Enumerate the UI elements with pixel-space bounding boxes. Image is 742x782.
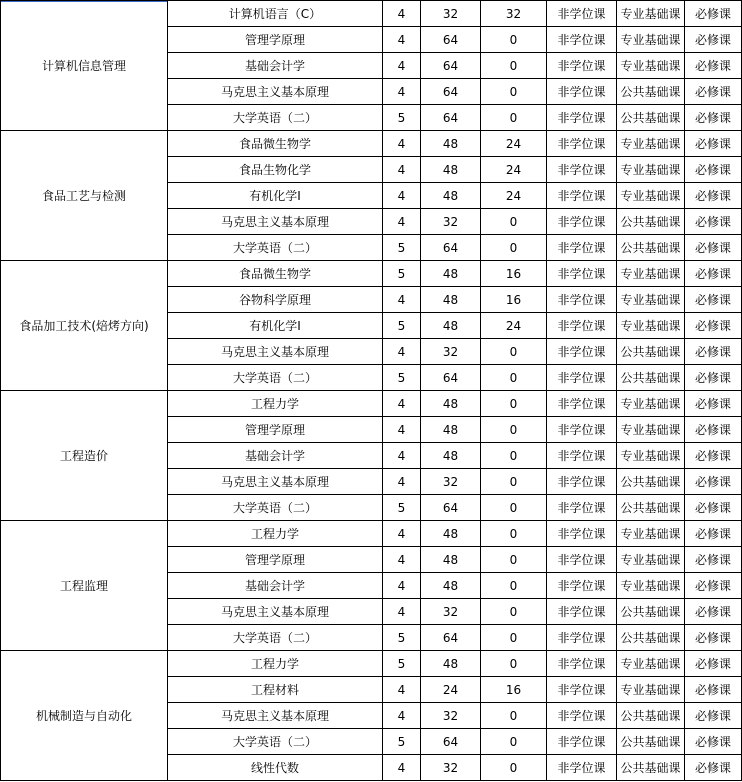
- hours-cell: 48: [421, 391, 481, 417]
- course-name-cell: 线性代数: [168, 755, 383, 781]
- hours-cell: 32: [421, 755, 481, 781]
- credit-cell: 5: [383, 651, 421, 677]
- degree-type-cell: 非学位课: [547, 391, 617, 417]
- lab-hours-cell: 16: [481, 261, 547, 287]
- lab-hours-cell: 0: [481, 625, 547, 651]
- credit-cell: 5: [383, 625, 421, 651]
- lab-hours-cell: 0: [481, 391, 547, 417]
- course-name-cell: 食品生物化学: [168, 157, 383, 183]
- requirement-cell: 必修课: [685, 417, 742, 443]
- requirement-cell: 必修课: [685, 677, 742, 703]
- lab-hours-cell: 0: [481, 27, 547, 53]
- requirement-cell: 必修课: [685, 599, 742, 625]
- table-body: [1, 1, 742, 781]
- lab-hours-cell: 0: [481, 235, 547, 261]
- course-name-cell: 大学英语（二）: [168, 625, 383, 651]
- hours-cell: 32: [421, 469, 481, 495]
- hours-cell: 48: [421, 521, 481, 547]
- credit-cell: 4: [383, 53, 421, 79]
- degree-type-cell: 非学位课: [547, 599, 617, 625]
- hours-cell: 64: [421, 27, 481, 53]
- lab-hours-cell: 0: [481, 365, 547, 391]
- lab-hours-cell: 0: [481, 105, 547, 131]
- course-category-cell: 专业基础课: [617, 1, 685, 27]
- requirement-cell: 必修课: [685, 209, 742, 235]
- credit-cell: 4: [383, 677, 421, 703]
- course-name-cell: 大学英语（二）: [168, 235, 383, 261]
- course-category-cell: 专业基础课: [617, 157, 685, 183]
- course-category-cell: 专业基础课: [617, 183, 685, 209]
- hours-cell: 64: [421, 235, 481, 261]
- course-category-cell: 专业基础课: [617, 651, 685, 677]
- lab-hours-cell: 0: [481, 599, 547, 625]
- degree-type-cell: 非学位课: [547, 651, 617, 677]
- credit-cell: 5: [383, 495, 421, 521]
- degree-type-cell: 非学位课: [547, 53, 617, 79]
- degree-type-cell: 非学位课: [547, 27, 617, 53]
- course-category-cell: 公共基础课: [617, 625, 685, 651]
- hours-cell: 48: [421, 443, 481, 469]
- major-name-cell: 食品加工技术(焙烤方向): [1, 261, 168, 391]
- credit-cell: 4: [383, 417, 421, 443]
- credit-cell: 4: [383, 443, 421, 469]
- major-name-cell: 工程监理: [1, 521, 168, 651]
- hours-cell: 48: [421, 261, 481, 287]
- course-category-cell: 专业基础课: [617, 417, 685, 443]
- course-category-cell: 公共基础课: [617, 755, 685, 781]
- major-name-cell: 机械制造与自动化: [1, 651, 168, 781]
- requirement-cell: 必修课: [685, 729, 742, 755]
- course-name-cell: 基础会计学: [168, 443, 383, 469]
- course-name-cell: 大学英语（二）: [168, 365, 383, 391]
- lab-hours-cell: 0: [481, 521, 547, 547]
- course-category-cell: 公共基础课: [617, 495, 685, 521]
- course-category-cell: 专业基础课: [617, 443, 685, 469]
- course-name-cell: 有机化学I: [168, 313, 383, 339]
- hours-cell: 24: [421, 677, 481, 703]
- requirement-cell: 必修课: [685, 547, 742, 573]
- credit-cell: 4: [383, 27, 421, 53]
- requirement-cell: 必修课: [685, 755, 742, 781]
- degree-type-cell: 非学位课: [547, 235, 617, 261]
- degree-type-cell: 非学位课: [547, 729, 617, 755]
- lab-hours-cell: 0: [481, 651, 547, 677]
- requirement-cell: 必修课: [685, 1, 742, 27]
- credit-cell: 4: [383, 391, 421, 417]
- credit-cell: 4: [383, 157, 421, 183]
- requirement-cell: 必修课: [685, 183, 742, 209]
- lab-hours-cell: 0: [481, 209, 547, 235]
- lab-hours-cell: 0: [481, 573, 547, 599]
- degree-type-cell: 非学位课: [547, 157, 617, 183]
- course-category-cell: 专业基础课: [617, 53, 685, 79]
- lab-hours-cell: 0: [481, 417, 547, 443]
- credit-cell: 4: [383, 599, 421, 625]
- course-name-cell: 食品微生物学: [168, 131, 383, 157]
- major-name-cell: 工程造价: [1, 391, 168, 521]
- course-name-cell: 基础会计学: [168, 573, 383, 599]
- credit-cell: 5: [383, 261, 421, 287]
- degree-type-cell: 非学位课: [547, 703, 617, 729]
- hours-cell: 64: [421, 625, 481, 651]
- table-row: [1, 391, 742, 417]
- hours-cell: 64: [421, 729, 481, 755]
- degree-type-cell: 非学位课: [547, 755, 617, 781]
- course-name-cell: 有机化学I: [168, 183, 383, 209]
- course-category-cell: 专业基础课: [617, 261, 685, 287]
- requirement-cell: 必修课: [685, 495, 742, 521]
- degree-type-cell: 非学位课: [547, 625, 617, 651]
- lab-hours-cell: 0: [481, 469, 547, 495]
- credit-cell: 4: [383, 547, 421, 573]
- table-row: [1, 131, 742, 157]
- course-name-cell: 大学英语（二）: [168, 495, 383, 521]
- course-category-cell: 专业基础课: [617, 27, 685, 53]
- hours-cell: 48: [421, 313, 481, 339]
- course-name-cell: 谷物科学原理: [168, 287, 383, 313]
- hours-cell: 64: [421, 365, 481, 391]
- requirement-cell: 必修课: [685, 703, 742, 729]
- course-category-cell: 公共基础课: [617, 729, 685, 755]
- lab-hours-cell: 0: [481, 547, 547, 573]
- course-category-cell: 专业基础课: [617, 131, 685, 157]
- degree-type-cell: 非学位课: [547, 287, 617, 313]
- lab-hours-cell: 16: [481, 287, 547, 313]
- credit-cell: 5: [383, 235, 421, 261]
- course-name-cell: 管理学原理: [168, 417, 383, 443]
- course-category-cell: 专业基础课: [617, 287, 685, 313]
- hours-cell: 32: [421, 339, 481, 365]
- course-category-cell: 公共基础课: [617, 703, 685, 729]
- degree-type-cell: 非学位课: [547, 521, 617, 547]
- lab-hours-cell: 24: [481, 131, 547, 157]
- degree-type-cell: 非学位课: [547, 183, 617, 209]
- lab-hours-cell: 0: [481, 339, 547, 365]
- hours-cell: 48: [421, 573, 481, 599]
- lab-hours-cell: 0: [481, 703, 547, 729]
- course-category-cell: 公共基础课: [617, 209, 685, 235]
- credit-cell: 4: [383, 339, 421, 365]
- credit-cell: 4: [383, 1, 421, 27]
- credit-cell: 5: [383, 313, 421, 339]
- course-name-cell: 大学英语（二）: [168, 729, 383, 755]
- degree-type-cell: 非学位课: [547, 677, 617, 703]
- requirement-cell: 必修课: [685, 339, 742, 365]
- credit-cell: 4: [383, 287, 421, 313]
- requirement-cell: 必修课: [685, 365, 742, 391]
- course-name-cell: 计算机语言（C）: [168, 1, 383, 27]
- course-category-cell: 专业基础课: [617, 521, 685, 547]
- credit-cell: 4: [383, 183, 421, 209]
- course-category-cell: 公共基础课: [617, 235, 685, 261]
- credit-cell: 4: [383, 573, 421, 599]
- hours-cell: 64: [421, 53, 481, 79]
- degree-type-cell: 非学位课: [547, 573, 617, 599]
- course-category-cell: 专业基础课: [617, 313, 685, 339]
- table-row: [1, 521, 742, 547]
- hours-cell: 48: [421, 651, 481, 677]
- requirement-cell: 必修课: [685, 261, 742, 287]
- table-row: [1, 261, 742, 287]
- degree-type-cell: 非学位课: [547, 261, 617, 287]
- course-category-cell: 公共基础课: [617, 339, 685, 365]
- degree-type-cell: 非学位课: [547, 79, 617, 105]
- course-category-cell: 专业基础课: [617, 547, 685, 573]
- hours-cell: 32: [421, 599, 481, 625]
- requirement-cell: 必修课: [685, 469, 742, 495]
- credit-cell: 4: [383, 755, 421, 781]
- requirement-cell: 必修课: [685, 157, 742, 183]
- requirement-cell: 必修课: [685, 443, 742, 469]
- course-name-cell: 管理学原理: [168, 27, 383, 53]
- course-category-cell: 公共基础课: [617, 469, 685, 495]
- hours-cell: 48: [421, 131, 481, 157]
- credit-cell: 5: [383, 729, 421, 755]
- degree-type-cell: 非学位课: [547, 547, 617, 573]
- lab-hours-cell: 0: [481, 79, 547, 105]
- table-row: [1, 651, 742, 677]
- requirement-cell: 必修课: [685, 79, 742, 105]
- course-name-cell: 大学英语（二）: [168, 105, 383, 131]
- requirement-cell: 必修课: [685, 287, 742, 313]
- lab-hours-cell: 0: [481, 755, 547, 781]
- major-name-cell: 食品工艺与检测: [1, 131, 168, 261]
- lab-hours-cell: 0: [481, 495, 547, 521]
- course-name-cell: 马克思主义基本原理: [168, 469, 383, 495]
- table-row: [1, 1, 742, 27]
- course-category-cell: 专业基础课: [617, 677, 685, 703]
- course-name-cell: 管理学原理: [168, 547, 383, 573]
- hours-cell: 48: [421, 417, 481, 443]
- hours-cell: 48: [421, 547, 481, 573]
- course-category-cell: 公共基础课: [617, 365, 685, 391]
- hours-cell: 48: [421, 157, 481, 183]
- requirement-cell: 必修课: [685, 625, 742, 651]
- course-name-cell: 马克思主义基本原理: [168, 599, 383, 625]
- requirement-cell: 必修课: [685, 651, 742, 677]
- hours-cell: 48: [421, 287, 481, 313]
- degree-type-cell: 非学位课: [547, 443, 617, 469]
- major-name-cell: 计算机信息管理: [1, 1, 168, 131]
- degree-type-cell: 非学位课: [547, 131, 617, 157]
- lab-hours-cell: 0: [481, 729, 547, 755]
- requirement-cell: 必修课: [685, 313, 742, 339]
- lab-hours-cell: 24: [481, 157, 547, 183]
- course-category-cell: 公共基础课: [617, 79, 685, 105]
- course-category-cell: 专业基础课: [617, 391, 685, 417]
- degree-type-cell: 非学位课: [547, 417, 617, 443]
- requirement-cell: 必修课: [685, 53, 742, 79]
- hours-cell: 32: [421, 209, 481, 235]
- credit-cell: 4: [383, 521, 421, 547]
- course-name-cell: 马克思主义基本原理: [168, 209, 383, 235]
- degree-type-cell: 非学位课: [547, 469, 617, 495]
- lab-hours-cell: 0: [481, 443, 547, 469]
- lab-hours-cell: 24: [481, 183, 547, 209]
- course-name-cell: 食品微生物学: [168, 261, 383, 287]
- lab-hours-cell: 0: [481, 53, 547, 79]
- course-name-cell: 工程材料: [168, 677, 383, 703]
- credit-cell: 4: [383, 469, 421, 495]
- course-name-cell: 工程力学: [168, 391, 383, 417]
- course-category-cell: 公共基础课: [617, 105, 685, 131]
- credit-cell: 5: [383, 365, 421, 391]
- degree-type-cell: 非学位课: [547, 495, 617, 521]
- degree-type-cell: 非学位课: [547, 339, 617, 365]
- hours-cell: 48: [421, 183, 481, 209]
- credit-cell: 4: [383, 79, 421, 105]
- course-category-cell: 专业基础课: [617, 573, 685, 599]
- lab-hours-cell: 16: [481, 677, 547, 703]
- requirement-cell: 必修课: [685, 573, 742, 599]
- hours-cell: 32: [421, 1, 481, 27]
- degree-type-cell: 非学位课: [547, 1, 617, 27]
- degree-type-cell: 非学位课: [547, 313, 617, 339]
- hours-cell: 64: [421, 79, 481, 105]
- requirement-cell: 必修课: [685, 235, 742, 261]
- credit-cell: 4: [383, 703, 421, 729]
- course-name-cell: 基础会计学: [168, 53, 383, 79]
- course-name-cell: 马克思主义基本原理: [168, 339, 383, 365]
- requirement-cell: 必修课: [685, 105, 742, 131]
- course-name-cell: 马克思主义基本原理: [168, 79, 383, 105]
- degree-type-cell: 非学位课: [547, 209, 617, 235]
- credit-cell: 4: [383, 209, 421, 235]
- course-name-cell: 马克思主义基本原理: [168, 703, 383, 729]
- requirement-cell: 必修课: [685, 131, 742, 157]
- credit-cell: 5: [383, 105, 421, 131]
- hours-cell: 64: [421, 105, 481, 131]
- course-category-cell: 公共基础课: [617, 599, 685, 625]
- requirement-cell: 必修课: [685, 27, 742, 53]
- degree-type-cell: 非学位课: [547, 105, 617, 131]
- lab-hours-cell: 24: [481, 313, 547, 339]
- requirement-cell: 必修课: [685, 391, 742, 417]
- degree-type-cell: 非学位课: [547, 365, 617, 391]
- lab-hours-cell: 32: [481, 1, 547, 27]
- hours-cell: 64: [421, 495, 481, 521]
- credit-cell: 4: [383, 131, 421, 157]
- requirement-cell: 必修课: [685, 521, 742, 547]
- hours-cell: 32: [421, 703, 481, 729]
- course-name-cell: 工程力学: [168, 521, 383, 547]
- course-name-cell: 工程力学: [168, 651, 383, 677]
